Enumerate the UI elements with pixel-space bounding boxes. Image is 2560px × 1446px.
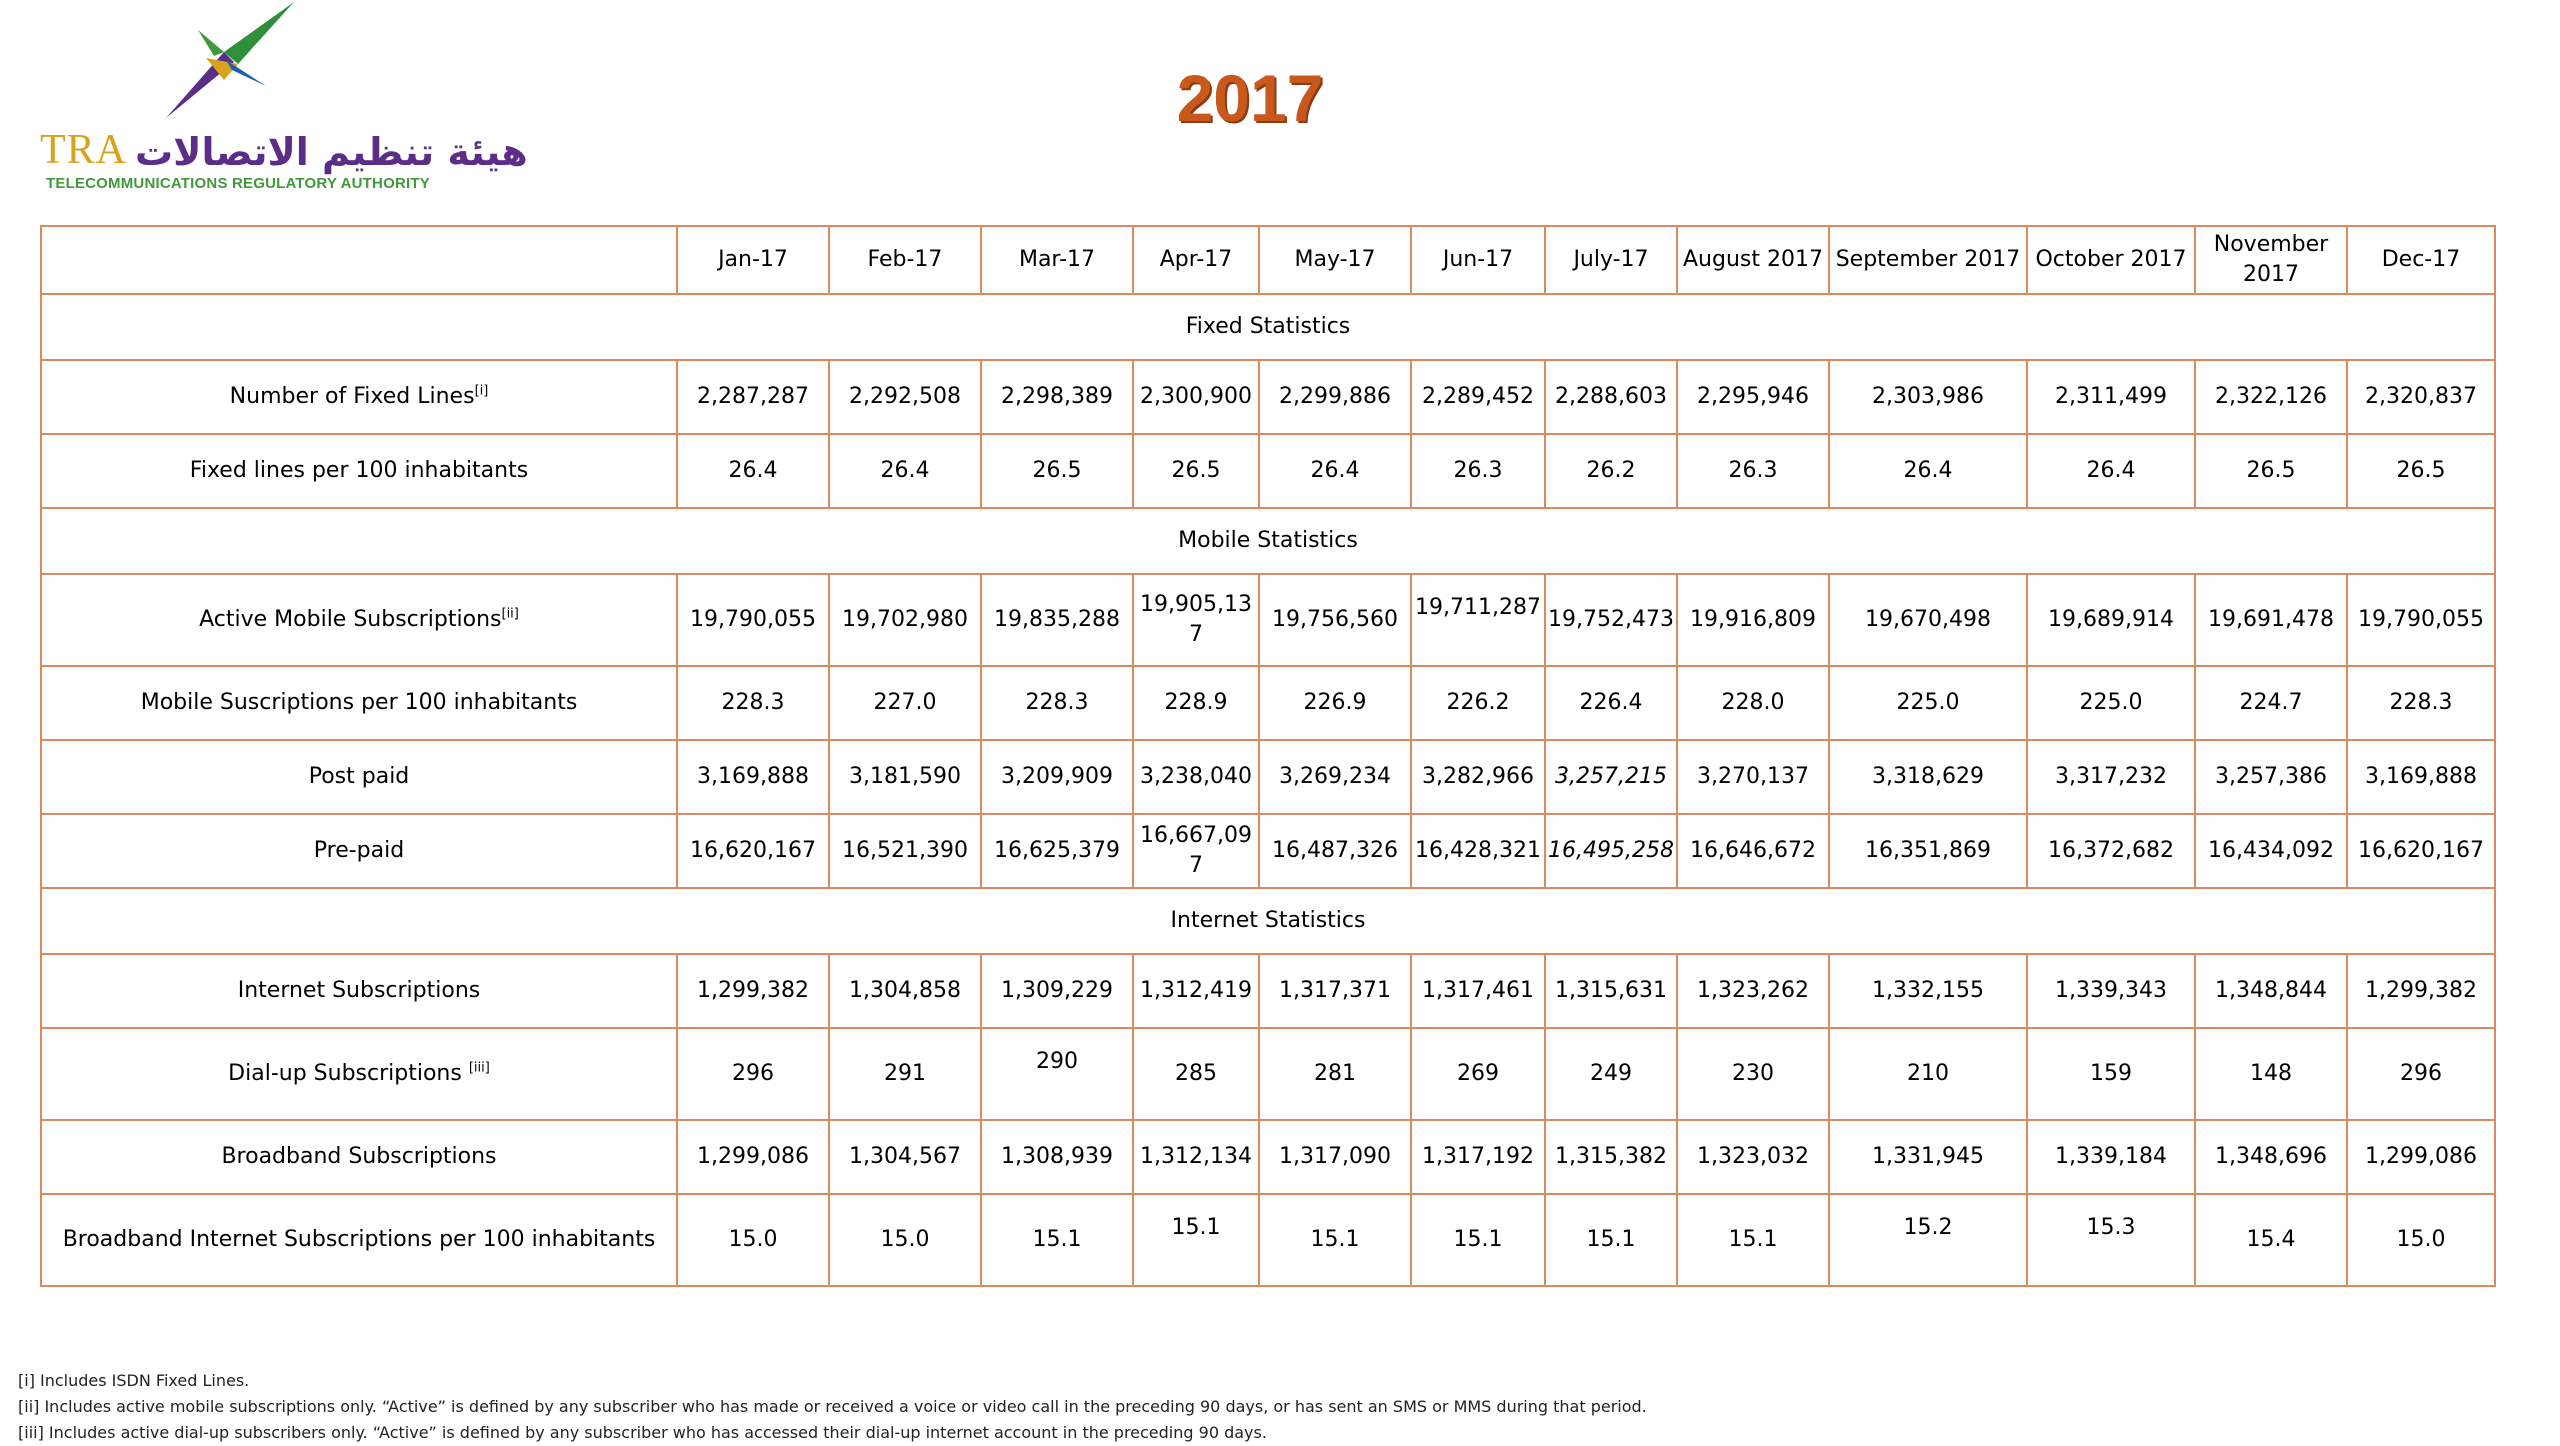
data-cell: 1,304,567 [829, 1120, 981, 1194]
row-label-text: Number of Fixed Lines [229, 384, 475, 409]
data-cell: 230 [1677, 1028, 1829, 1120]
data-cell: 148 [2195, 1028, 2347, 1120]
data-cell: 226.4 [1545, 666, 1677, 740]
data-cell: 3,238,040 [1133, 740, 1259, 814]
data-cell: 19,790,055 [2347, 574, 2495, 666]
data-cell: 15.2 [1829, 1194, 2027, 1286]
section-row-mobile [41, 508, 2495, 574]
data-cell: 15.1 [981, 1194, 1133, 1286]
data-cell: 2,300,900 [1133, 360, 1259, 434]
data-cell: 3,282,966 [1411, 740, 1545, 814]
row-label-text: Broadband Internet Subscriptions per 100 inhabitants [62, 1227, 656, 1252]
data-cell: 2,295,946 [1677, 360, 1829, 434]
row-label [41, 1028, 677, 1120]
row-label-text: Mobile Suscriptions per 100 inhabitants [140, 690, 578, 715]
data-cell: 1,315,382 [1545, 1120, 1677, 1194]
footnote-marker[interactable]: [iii] [468, 1060, 490, 1076]
data-cell: 290 [981, 1028, 1133, 1120]
data-cell: 16,620,167 [2347, 814, 2495, 888]
data-cell: 15.1 [1259, 1194, 1411, 1286]
data-cell: 2,311,499 [2027, 360, 2195, 434]
data-cell: 225.0 [2027, 666, 2195, 740]
data-cell: 26.2 [1545, 434, 1677, 508]
page-title: 2017 [1176, 61, 1324, 135]
data-cell: 16,428,321 [1411, 814, 1545, 888]
table-row-mobile_per100 [41, 666, 2495, 740]
data-cell: 3,269,234 [1259, 740, 1411, 814]
data-cell: 3,257,215 [1545, 740, 1677, 814]
data-cell: 19,790,055 [677, 574, 829, 666]
row-label-text: Fixed lines per 100 inhabitants [189, 458, 529, 483]
footnote-marker[interactable]: [ii] [501, 606, 519, 622]
data-cell: 2,320,837 [2347, 360, 2495, 434]
data-cell: 19,670,498 [1829, 574, 2027, 666]
data-cell: 15.1 [1677, 1194, 1829, 1286]
row-label [41, 814, 677, 888]
header-corner-cell [41, 226, 677, 294]
data-cell: 3,270,137 [1677, 740, 1829, 814]
column-header: Dec-17 [2347, 226, 2495, 294]
data-cell: 296 [677, 1028, 829, 1120]
data-cell: 26.4 [829, 434, 981, 508]
data-cell: 1,299,086 [2347, 1120, 2495, 1194]
data-cell: 26.4 [1829, 434, 2027, 508]
row-label-text: Dial-up Subscriptions [228, 1061, 462, 1086]
data-cell: 1,323,262 [1677, 954, 1829, 1028]
row-label [41, 740, 677, 814]
data-cell: 16,646,672 [1677, 814, 1829, 888]
row-label [41, 954, 677, 1028]
data-cell: 1,348,844 [2195, 954, 2347, 1028]
data-cell: 2,298,389 [981, 360, 1133, 434]
row-label-text: Pre-paid [313, 838, 405, 863]
statistics-table [40, 225, 2496, 1287]
data-cell: 226.9 [1259, 666, 1411, 740]
column-header: Feb-17 [829, 226, 981, 294]
row-label [41, 360, 677, 434]
data-cell: 228.3 [981, 666, 1133, 740]
data-cell: 15.0 [2347, 1194, 2495, 1286]
column-header: September 2017 [1829, 226, 2027, 294]
data-cell: 1,317,461 [1411, 954, 1545, 1028]
data-cell: 19,905,137 [1133, 574, 1259, 666]
section-title: Internet Statistics [41, 888, 2495, 954]
data-cell: 3,169,888 [677, 740, 829, 814]
data-cell: 1,299,382 [2347, 954, 2495, 1028]
data-cell: 26.4 [2027, 434, 2195, 508]
footnotes [18, 1368, 2418, 1446]
footnote-i: [i] Includes ISDN Fixed Lines. [18, 1371, 250, 1390]
data-cell: 26.5 [981, 434, 1133, 508]
data-cell: 26.5 [2347, 434, 2495, 508]
data-cell: 1,299,382 [677, 954, 829, 1028]
row-label [41, 1194, 677, 1286]
data-cell: 15.1 [1133, 1194, 1259, 1286]
data-cell: 1,308,939 [981, 1120, 1133, 1194]
data-cell: 15.1 [1545, 1194, 1677, 1286]
row-label-text: Broadband Subscriptions [221, 1144, 497, 1169]
data-cell: 281 [1259, 1028, 1411, 1120]
table-row-active_mobile [41, 574, 2495, 666]
logo-arabic-name: هيئة تنظيم الاتصالات [135, 130, 528, 174]
tra-logo [36, 0, 528, 200]
data-cell: 1,323,032 [1677, 1120, 1829, 1194]
row-label-text: Post paid [308, 764, 410, 789]
footnote-marker[interactable]: [i] [474, 383, 489, 399]
column-header: August 2017 [1677, 226, 1829, 294]
table-row-fixed_lines [41, 360, 2495, 434]
data-cell: 15.0 [829, 1194, 981, 1286]
row-label-text: Active Mobile Subscriptions [199, 607, 502, 632]
data-cell: 2,299,886 [1259, 360, 1411, 434]
data-cell: 1,312,134 [1133, 1120, 1259, 1194]
logo-subtitle: TELECOMMUNICATIONS REGULATORY AUTHORITY [46, 175, 430, 192]
data-cell: 16,434,092 [2195, 814, 2347, 888]
data-cell: 1,317,090 [1259, 1120, 1411, 1194]
column-header: November 2017 [2195, 226, 2347, 294]
data-cell: 227.0 [829, 666, 981, 740]
data-cell: 3,318,629 [1829, 740, 2027, 814]
data-cell: 1,315,631 [1545, 954, 1677, 1028]
data-cell: 16,667,097 [1133, 814, 1259, 888]
data-cell: 16,625,379 [981, 814, 1133, 888]
data-cell: 16,620,167 [677, 814, 829, 888]
section-title: Mobile Statistics [41, 508, 2495, 574]
data-cell: 19,835,288 [981, 574, 1133, 666]
row-label [41, 574, 677, 666]
data-cell: 16,495,258 [1545, 814, 1677, 888]
data-cell: 3,169,888 [2347, 740, 2495, 814]
data-cell: 16,351,869 [1829, 814, 2027, 888]
data-cell: 2,289,452 [1411, 360, 1545, 434]
column-header: Apr-17 [1133, 226, 1259, 294]
data-cell: 15.0 [677, 1194, 829, 1286]
data-cell: 2,288,603 [1545, 360, 1677, 434]
data-cell: 228.9 [1133, 666, 1259, 740]
table-row-fixed_per100 [41, 434, 2495, 508]
data-cell: 2,292,508 [829, 360, 981, 434]
data-cell: 1,339,184 [2027, 1120, 2195, 1194]
footnote-ii: [ii] Includes active mobile subscriptions only. “Active” is defined by any subscriber who has made or received a voice or video call in the preceding 90 days, or has sent an SMS or MMS during that period. [18, 1397, 1647, 1416]
data-cell: 1,332,155 [1829, 954, 2027, 1028]
data-cell: 228.3 [2347, 666, 2495, 740]
section-row-fixed [41, 294, 2495, 360]
data-cell: 228.0 [1677, 666, 1829, 740]
table-row-broadband_per100 [41, 1194, 2495, 1286]
data-cell: 210 [1829, 1028, 2027, 1120]
data-cell: 1,348,696 [2195, 1120, 2347, 1194]
table-row-prepaid [41, 814, 2495, 888]
row-label [41, 666, 677, 740]
data-cell: 225.0 [1829, 666, 2027, 740]
data-cell: 285 [1133, 1028, 1259, 1120]
column-header: October 2017 [2027, 226, 2195, 294]
data-cell: 224.7 [2195, 666, 2347, 740]
data-cell: 1,317,192 [1411, 1120, 1545, 1194]
logo-abbrev: TRA [40, 127, 127, 173]
column-header: July-17 [1545, 226, 1677, 294]
data-cell: 16,521,390 [829, 814, 981, 888]
data-cell: 2,322,126 [2195, 360, 2347, 434]
table-row-broadband [41, 1120, 2495, 1194]
data-cell: 296 [2347, 1028, 2495, 1120]
table-row-postpaid [41, 740, 2495, 814]
data-cell: 3,317,232 [2027, 740, 2195, 814]
data-cell: 3,181,590 [829, 740, 981, 814]
data-cell: 1,317,371 [1259, 954, 1411, 1028]
data-cell: 16,487,326 [1259, 814, 1411, 888]
data-cell: 15.4 [2195, 1194, 2347, 1286]
column-header: May-17 [1259, 226, 1411, 294]
tra-emblem-icon [106, 0, 306, 125]
data-cell: 1,331,945 [1829, 1120, 2027, 1194]
data-cell: 19,702,980 [829, 574, 981, 666]
row-label [41, 1120, 677, 1194]
data-cell: 19,756,560 [1259, 574, 1411, 666]
table-row-internet_subs [41, 954, 2495, 1028]
data-cell: 2,303,986 [1829, 360, 2027, 434]
data-cell: 26.5 [2195, 434, 2347, 508]
data-cell: 26.3 [1411, 434, 1545, 508]
data-cell: 26.5 [1133, 434, 1259, 508]
column-header: Mar-17 [981, 226, 1133, 294]
data-cell: 159 [2027, 1028, 2195, 1120]
footnote-iii: [iii] Includes active dial-up subscribers only. “Active” is defined by any subscriber who has accessed their dial-up internet account in the preceding 90 days. [18, 1423, 1267, 1442]
data-cell: 1,304,858 [829, 954, 981, 1028]
data-cell: 226.2 [1411, 666, 1545, 740]
data-cell: 2,287,287 [677, 360, 829, 434]
data-cell: 26.4 [677, 434, 829, 508]
data-cell: 15.1 [1411, 1194, 1545, 1286]
data-cell: 19,691,478 [2195, 574, 2347, 666]
column-header: Jan-17 [677, 226, 829, 294]
data-cell: 15.3 [2027, 1194, 2195, 1286]
data-cell: 249 [1545, 1028, 1677, 1120]
data-cell: 26.3 [1677, 434, 1829, 508]
data-cell: 1,339,343 [2027, 954, 2195, 1028]
data-cell: 26.4 [1259, 434, 1411, 508]
data-cell: 3,209,909 [981, 740, 1133, 814]
row-label-text: Internet Subscriptions [237, 978, 481, 1003]
table-row-dialup [41, 1028, 2495, 1120]
data-cell: 19,752,473 [1545, 574, 1677, 666]
data-cell: 19,711,287 [1411, 574, 1545, 666]
section-row-internet [41, 888, 2495, 954]
data-cell: 269 [1411, 1028, 1545, 1120]
data-cell: 3,257,386 [2195, 740, 2347, 814]
data-cell: 1,309,229 [981, 954, 1133, 1028]
data-cell: 228.3 [677, 666, 829, 740]
data-cell: 1,312,419 [1133, 954, 1259, 1028]
data-cell: 291 [829, 1028, 981, 1120]
section-title: Fixed Statistics [41, 294, 2495, 360]
data-cell: 16,372,682 [2027, 814, 2195, 888]
row-label [41, 434, 677, 508]
data-cell: 1,299,086 [677, 1120, 829, 1194]
data-cell: 19,916,809 [1677, 574, 1829, 666]
header-row [41, 226, 2495, 294]
data-cell: 19,689,914 [2027, 574, 2195, 666]
column-header: Jun-17 [1411, 226, 1545, 294]
